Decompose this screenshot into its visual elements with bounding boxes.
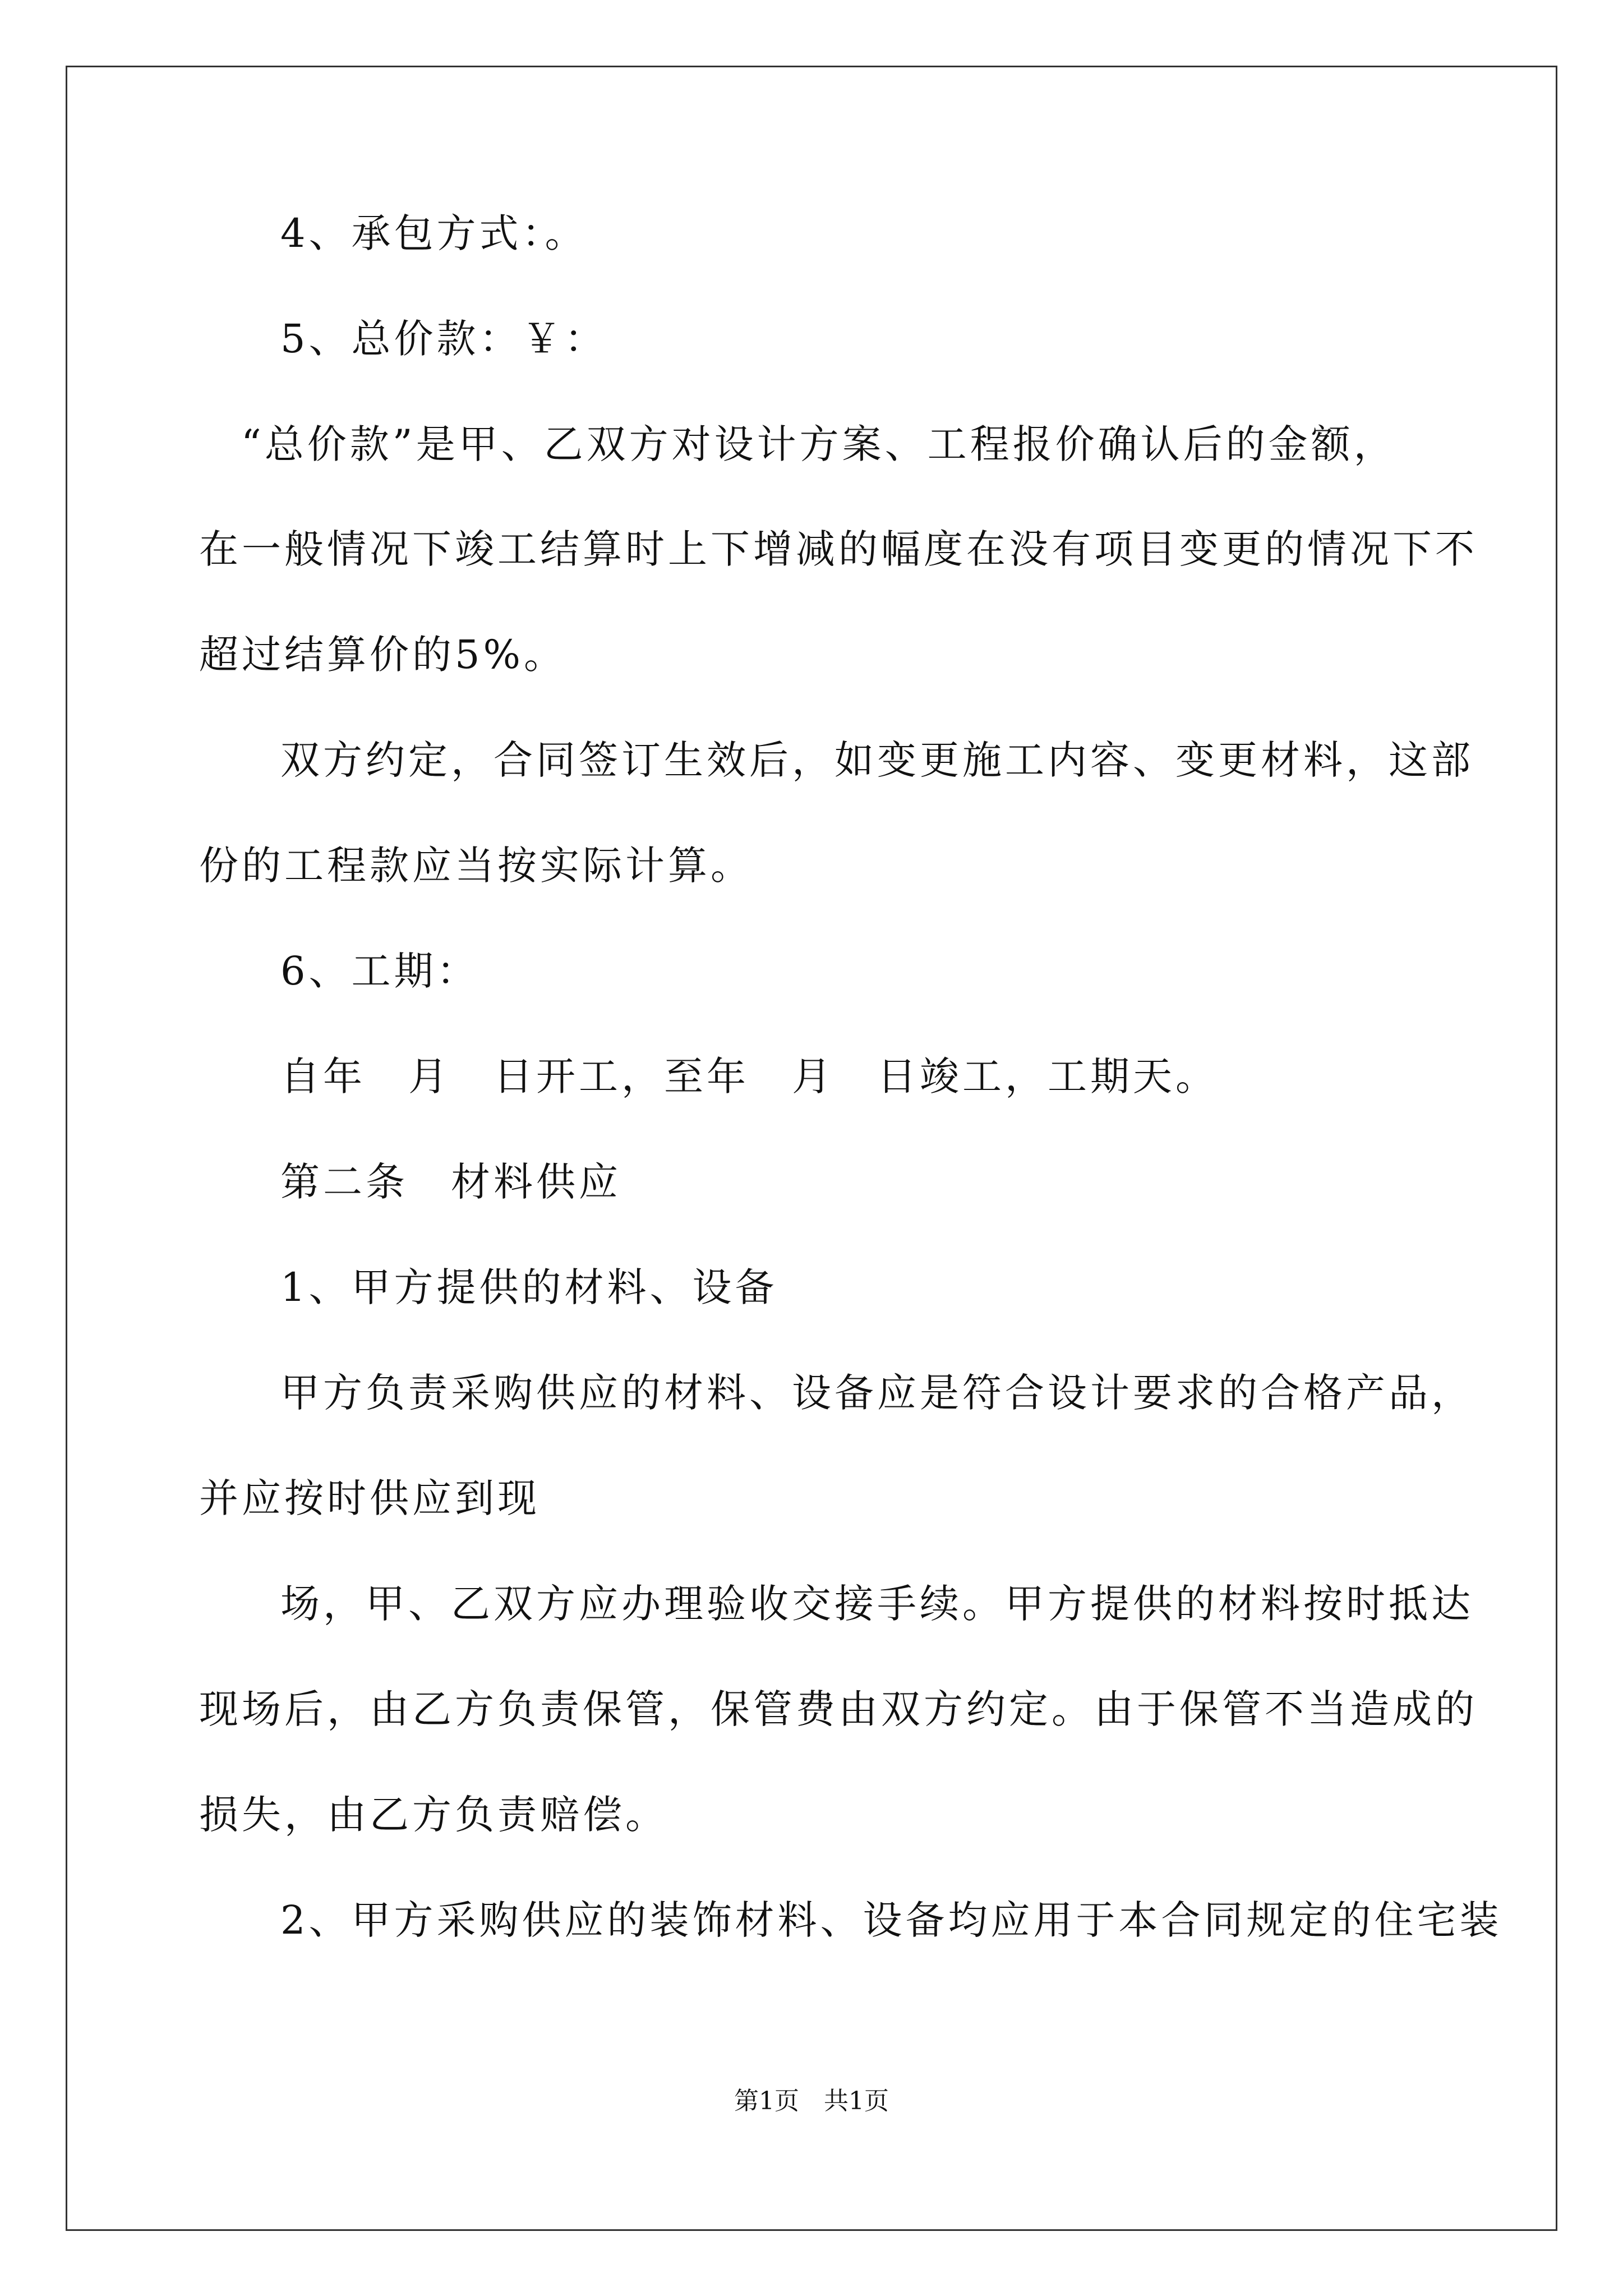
clause-construction-period: 6、工期：: [280, 948, 479, 994]
paragraph-line: 现场后，由乙方负责保管，保管费由双方约定。由于保管不当造成的: [199, 1686, 1478, 1732]
paragraph-line: 并应按时供应到现: [199, 1475, 540, 1521]
paragraph-line: 超过结算价的5%。: [199, 632, 567, 678]
clause-total-price: 5、总价款：￥：: [280, 316, 607, 362]
paragraph-line: 2、甲方采购供应的装饰材料、设备均应用于本合同规定的住宅装: [280, 1897, 1502, 1943]
paragraph-line: 在一般情况下竣工结算时上下增减的幅度在没有项目变更的情况下不: [199, 526, 1478, 572]
page-number: 第1页 共1页: [734, 2087, 889, 2115]
paragraph-line: 损失，由乙方负责赔偿。: [199, 1792, 668, 1838]
paragraph-line: 自年 月 日开工，至年 月 日竣工，工期天。: [280, 1053, 1218, 1099]
paragraph-line: “总价款”是甲、乙双方对设计方案、工程报价确认后的金额，: [241, 421, 1396, 467]
paragraph-line: 双方约定，合同签订生效后，如变更施工内容、变更材料，这部: [280, 737, 1474, 783]
paragraph-line: 场，甲、乙双方应办理验收交接手续。甲方提供的材料按时抵达: [280, 1581, 1474, 1627]
paragraph-line: 甲方负责采购供应的材料、设备应是符合设计要求的合格产品，: [280, 1370, 1474, 1416]
paragraph-line: 份的工程款应当按实际计算。: [199, 843, 753, 889]
clause-contract-method: 4、承包方式：。: [280, 210, 588, 256]
section-heading: 第二条 材料供应: [280, 1159, 621, 1205]
clause-heading: 1、甲方提供的材料、设备: [280, 1264, 778, 1310]
